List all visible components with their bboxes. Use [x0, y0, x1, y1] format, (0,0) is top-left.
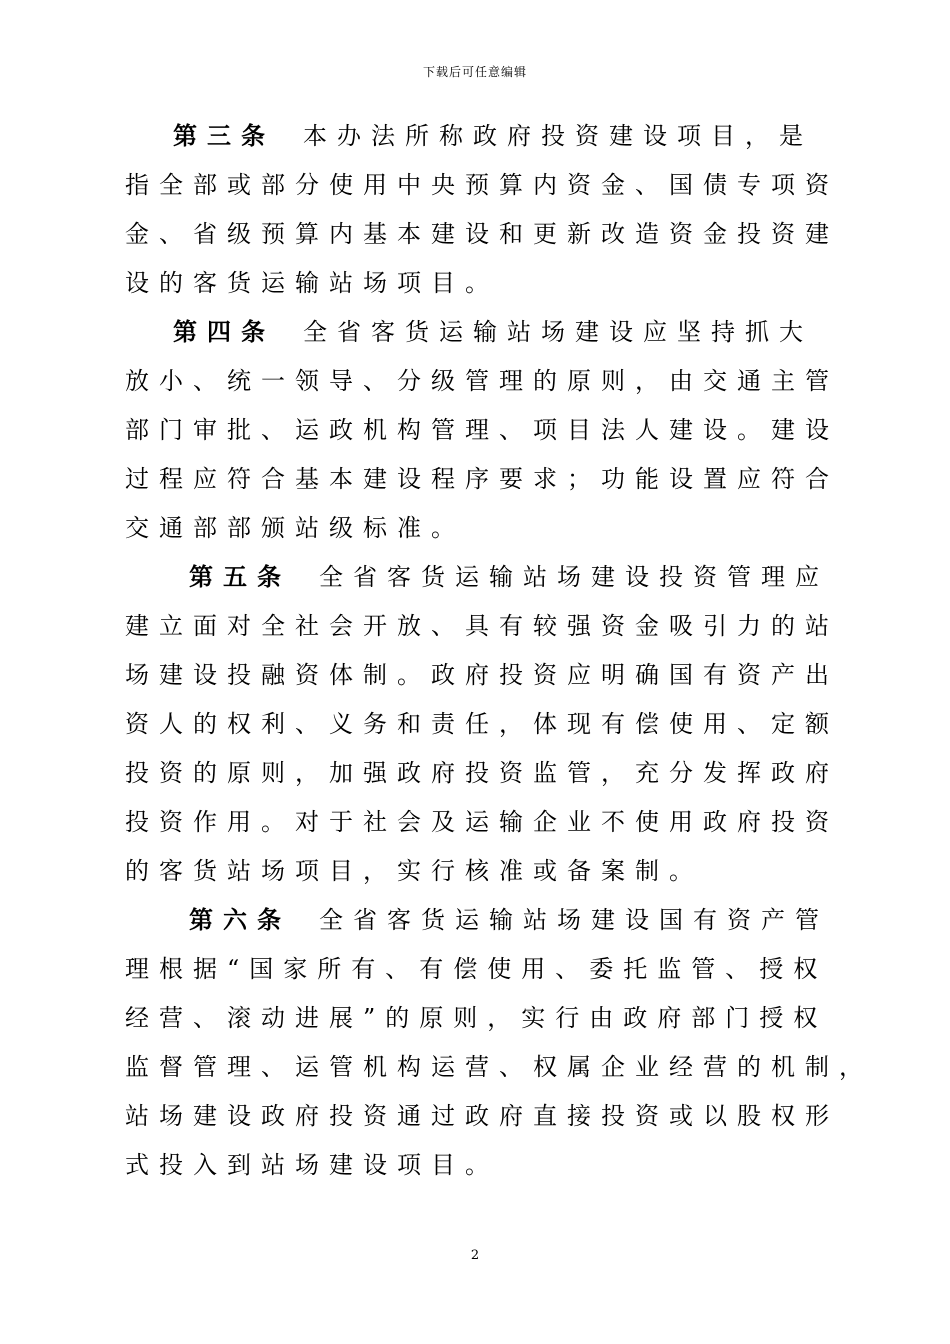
article-text: 过程应符合基本建设程序要求；功能设置应符合: [125, 465, 839, 493]
article-text: 建立面对全社会开放、具有较强资金吸引力的站: [125, 612, 839, 640]
article-text: 本办法所称政府投资建设项目，是: [303, 122, 813, 150]
article-text: 全省客货运输站场建设国有资产管: [319, 906, 829, 934]
article-text: 金、省级预算内基本建设和更新改造资金投资建: [125, 220, 839, 248]
article-text: 站场建设政府投资通过政府直接投资或以股权形: [125, 1102, 839, 1130]
article-6-first-line: [125, 896, 829, 945]
article-text: 监督管理、运管机构运营、权属企业经营的机制，: [125, 1053, 873, 1081]
article-text: 的客货站场项目，实行核准或备案制。: [125, 857, 703, 885]
article-5-first-line: [125, 553, 829, 602]
page-number: 2: [470, 1248, 480, 1263]
article-text: 全省客货运输站场建设应坚持抓大: [303, 318, 813, 346]
article-text: 经营、滚动进展”的原则，实行由政府部门授权: [125, 1004, 828, 1032]
article-4-first-line: [125, 308, 825, 357]
article-4-label: 第四条: [173, 318, 275, 346]
article-6-label: 第六条: [189, 906, 291, 934]
document-body: [125, 112, 873, 1190]
article-text: 理根据“国家所有、有偿使用、委托监管、授权: [125, 955, 828, 983]
page-header: 下载后可任意编辑: [422, 65, 527, 79]
article-3-label: 第三条: [173, 122, 275, 150]
article-text: 设的客货运输站场项目。: [125, 269, 499, 297]
article-text: 部门审批、运政机构管理、项目法人建设。建设: [125, 416, 839, 444]
article-text: 交通部部颁站级标准。: [125, 514, 465, 542]
article-text: 式投入到站场建设项目。: [125, 1151, 499, 1179]
article-text: 投资作用。对于社会及运输企业不使用政府投资: [125, 808, 839, 836]
article-text: 投资的原则，加强政府投资监管，充分发挥政府: [125, 759, 839, 787]
article-text: 资人的权利、义务和责任，体现有偿使用、定额: [125, 710, 839, 738]
article-text: 全省客货运输站场建设投资管理应: [319, 563, 829, 591]
article-3-first-line: [125, 112, 825, 161]
article-5-label: 第五条: [189, 563, 291, 591]
article-text: 指全部或部分使用中央预算内资金、国债专项资: [125, 171, 839, 199]
article-text: 场建设投融资体制。政府投资应明确国有资产出: [125, 661, 839, 689]
article-text: 放小、统一领导、分级管理的原则，由交通主管: [125, 367, 839, 395]
